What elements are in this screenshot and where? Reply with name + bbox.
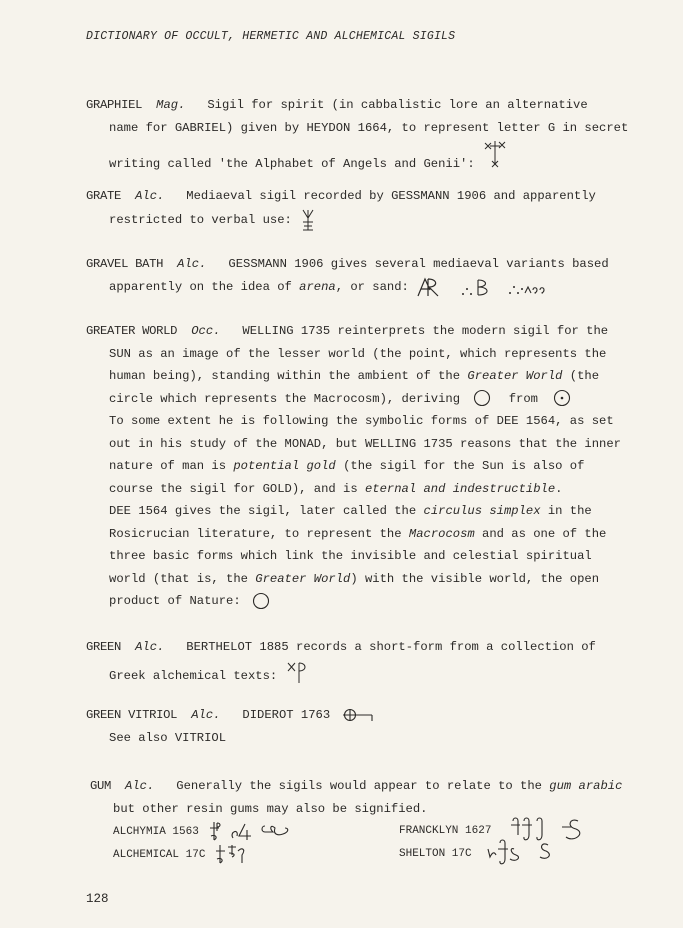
entry-text: out in his study of the MONAD, but WELLING 1735 reasons that the inner bbox=[109, 436, 621, 451]
entry-text: ) with the visible world, the open bbox=[350, 571, 600, 586]
entry-line bbox=[86, 500, 661, 523]
entry-line bbox=[86, 253, 661, 276]
entry-text: from bbox=[508, 391, 538, 406]
entry-text: Sigil for spirit (in cabbalistic lore an alternative bbox=[207, 98, 588, 112]
entry-text: course the sigil for GOLD), and is bbox=[109, 481, 365, 496]
entry-line bbox=[86, 208, 661, 231]
entry-text: SUN as an image of the lesser world (the point, which represents the bbox=[109, 346, 607, 361]
entry-emphasis: eternal and indestructible bbox=[364, 481, 556, 496]
sun-sigil-icon bbox=[553, 389, 571, 407]
entry-line bbox=[86, 94, 661, 117]
entry-text: GESSMANN 1906 gives several mediaeval variants based bbox=[228, 257, 609, 271]
category-label: Mag. bbox=[156, 98, 186, 112]
entry-greater-world bbox=[86, 320, 661, 613]
entry-line bbox=[86, 590, 661, 613]
entry-emphasis: Greater World bbox=[255, 571, 351, 586]
category-label: Alc. bbox=[191, 708, 221, 722]
entry-emphasis: circulus simplex bbox=[423, 504, 541, 518]
entry-line bbox=[86, 433, 661, 456]
entry-text: (the bbox=[562, 369, 600, 383]
source-row bbox=[90, 843, 665, 866]
graphiel-sigil-icon bbox=[482, 139, 508, 169]
entry-grate bbox=[86, 185, 661, 230]
entry-emphasis: gum arabic bbox=[549, 779, 623, 793]
entry-gum bbox=[90, 775, 665, 865]
entry-line bbox=[86, 139, 661, 171]
entry-line bbox=[86, 410, 661, 433]
gravel-bath-sigil-icon bbox=[507, 278, 551, 296]
green-vitriol-sigil-icon bbox=[342, 707, 374, 723]
entry-green bbox=[86, 636, 661, 681]
entry-text: Rosicrucian literature, to represent the bbox=[109, 526, 409, 541]
headword: GREEN VITRIOL bbox=[86, 708, 178, 722]
headword: GREATER WORLD bbox=[86, 324, 178, 338]
entry-text: world (that is, the bbox=[109, 571, 256, 586]
entry-text: restricted to verbal use: bbox=[109, 212, 292, 227]
category-label: Occ. bbox=[191, 324, 221, 338]
category-label: Alc. bbox=[177, 257, 207, 271]
entry-text: See also VITRIOL bbox=[109, 730, 227, 745]
gum-sigil-icon bbox=[486, 837, 556, 867]
entry-text: DIDEROT 1763 bbox=[242, 708, 331, 722]
entry-text: nature of man is bbox=[109, 459, 234, 473]
entry-emphasis: Greater World bbox=[467, 369, 563, 383]
entry-line bbox=[86, 545, 661, 568]
entry-line bbox=[86, 727, 661, 750]
gum-sigil-icon bbox=[207, 820, 303, 842]
entry-line bbox=[86, 636, 661, 659]
category-label: Alc. bbox=[135, 189, 165, 203]
entry-text: in the bbox=[540, 504, 592, 518]
entry-text: To some extent he is following the symbolic forms of DEE 1564, as set bbox=[109, 414, 614, 428]
entry-line bbox=[90, 775, 665, 798]
headword: GREEN bbox=[86, 640, 122, 654]
entry-line bbox=[86, 388, 661, 411]
entry-text: DEE 1564 gives the sigil, later called the bbox=[109, 504, 424, 518]
source-label: ALCHYMIA 1563 bbox=[113, 825, 199, 838]
entry-text: name for GABRIEL) given by HEYDON 1664, to represent letter G in secret bbox=[109, 120, 629, 135]
category-label: Alc. bbox=[125, 779, 155, 793]
circle-sigil-icon bbox=[252, 592, 270, 610]
circle-sigil-icon bbox=[473, 389, 491, 407]
running-header: DICTIONARY OF OCCULT, HERMETIC AND ALCHEMICAL SIGILS bbox=[86, 30, 456, 43]
source-row bbox=[90, 820, 665, 843]
source-label: SHELTON 17C bbox=[399, 847, 472, 860]
page-number: 128 bbox=[86, 892, 109, 906]
entry-line bbox=[86, 523, 661, 546]
entry-line bbox=[86, 365, 661, 388]
entry-text: three basic forms which link the invisible and celestial spiritual bbox=[109, 549, 592, 563]
grate-sigil-icon bbox=[299, 208, 317, 232]
green-sigil-icon bbox=[285, 659, 309, 685]
entry-line bbox=[86, 704, 661, 727]
entry-line bbox=[86, 568, 661, 591]
entry-line bbox=[86, 320, 661, 343]
entry-text: BERTHELOT 1885 records a short-form from a collection of bbox=[186, 640, 596, 654]
source-label: FRANCKLYN 1627 bbox=[399, 825, 492, 837]
headword: GUM bbox=[90, 779, 112, 793]
entry-line bbox=[86, 343, 661, 366]
source-label: ALCHEMICAL 17C bbox=[113, 848, 206, 861]
headword: GRATE bbox=[86, 189, 122, 203]
entry-text: Mediaeval sigil recorded by GESSMANN 1906 and apparently bbox=[186, 189, 596, 203]
entry-green-vitriol bbox=[86, 704, 661, 749]
entry-emphasis: potential gold bbox=[233, 459, 336, 473]
entry-text: apparently on the idea of bbox=[109, 279, 300, 294]
entry-text: product of Nature: bbox=[109, 594, 241, 608]
entry-text: circle which represents the Macrocosm), deriving bbox=[109, 391, 461, 406]
entry-emphasis: arena bbox=[299, 279, 336, 294]
entry-text: . bbox=[555, 481, 563, 496]
entry-line bbox=[86, 455, 661, 478]
entry-graphiel bbox=[86, 94, 661, 171]
entry-line bbox=[86, 185, 661, 208]
entry-emphasis: Macrocosm bbox=[408, 526, 475, 541]
entry-gravel-bath bbox=[86, 253, 661, 298]
entry-text: (the sigil for the Sun is also of bbox=[335, 459, 585, 473]
category-label: Alc. bbox=[135, 640, 165, 654]
entry-text: but other resin gums may also be signified. bbox=[113, 801, 428, 816]
entry-text: Generally the sigils would appear to relate to the bbox=[176, 779, 550, 793]
gravel-bath-sigil-icon bbox=[460, 276, 492, 298]
entry-text: human being), standing within the ambient of the bbox=[109, 369, 468, 383]
entry-line bbox=[86, 276, 661, 299]
entry-line bbox=[86, 659, 661, 682]
entry-text: , or sand: bbox=[335, 279, 409, 294]
headword: GRAVEL BATH bbox=[86, 257, 164, 271]
gum-sigil-icon bbox=[214, 843, 252, 865]
gravel-bath-sigil-icon bbox=[416, 276, 444, 298]
entry-text: Greek alchemical texts: bbox=[109, 668, 278, 683]
entry-line bbox=[86, 478, 661, 501]
entry-line bbox=[86, 117, 661, 140]
headword: GRAPHIEL bbox=[86, 98, 143, 112]
entry-text: WELLING 1735 reinterprets the modern sigil for the bbox=[242, 324, 609, 338]
entry-text: writing called 'the Alphabet of Angels and Genii': bbox=[109, 157, 475, 171]
entry-text: and as one of the bbox=[474, 526, 607, 541]
